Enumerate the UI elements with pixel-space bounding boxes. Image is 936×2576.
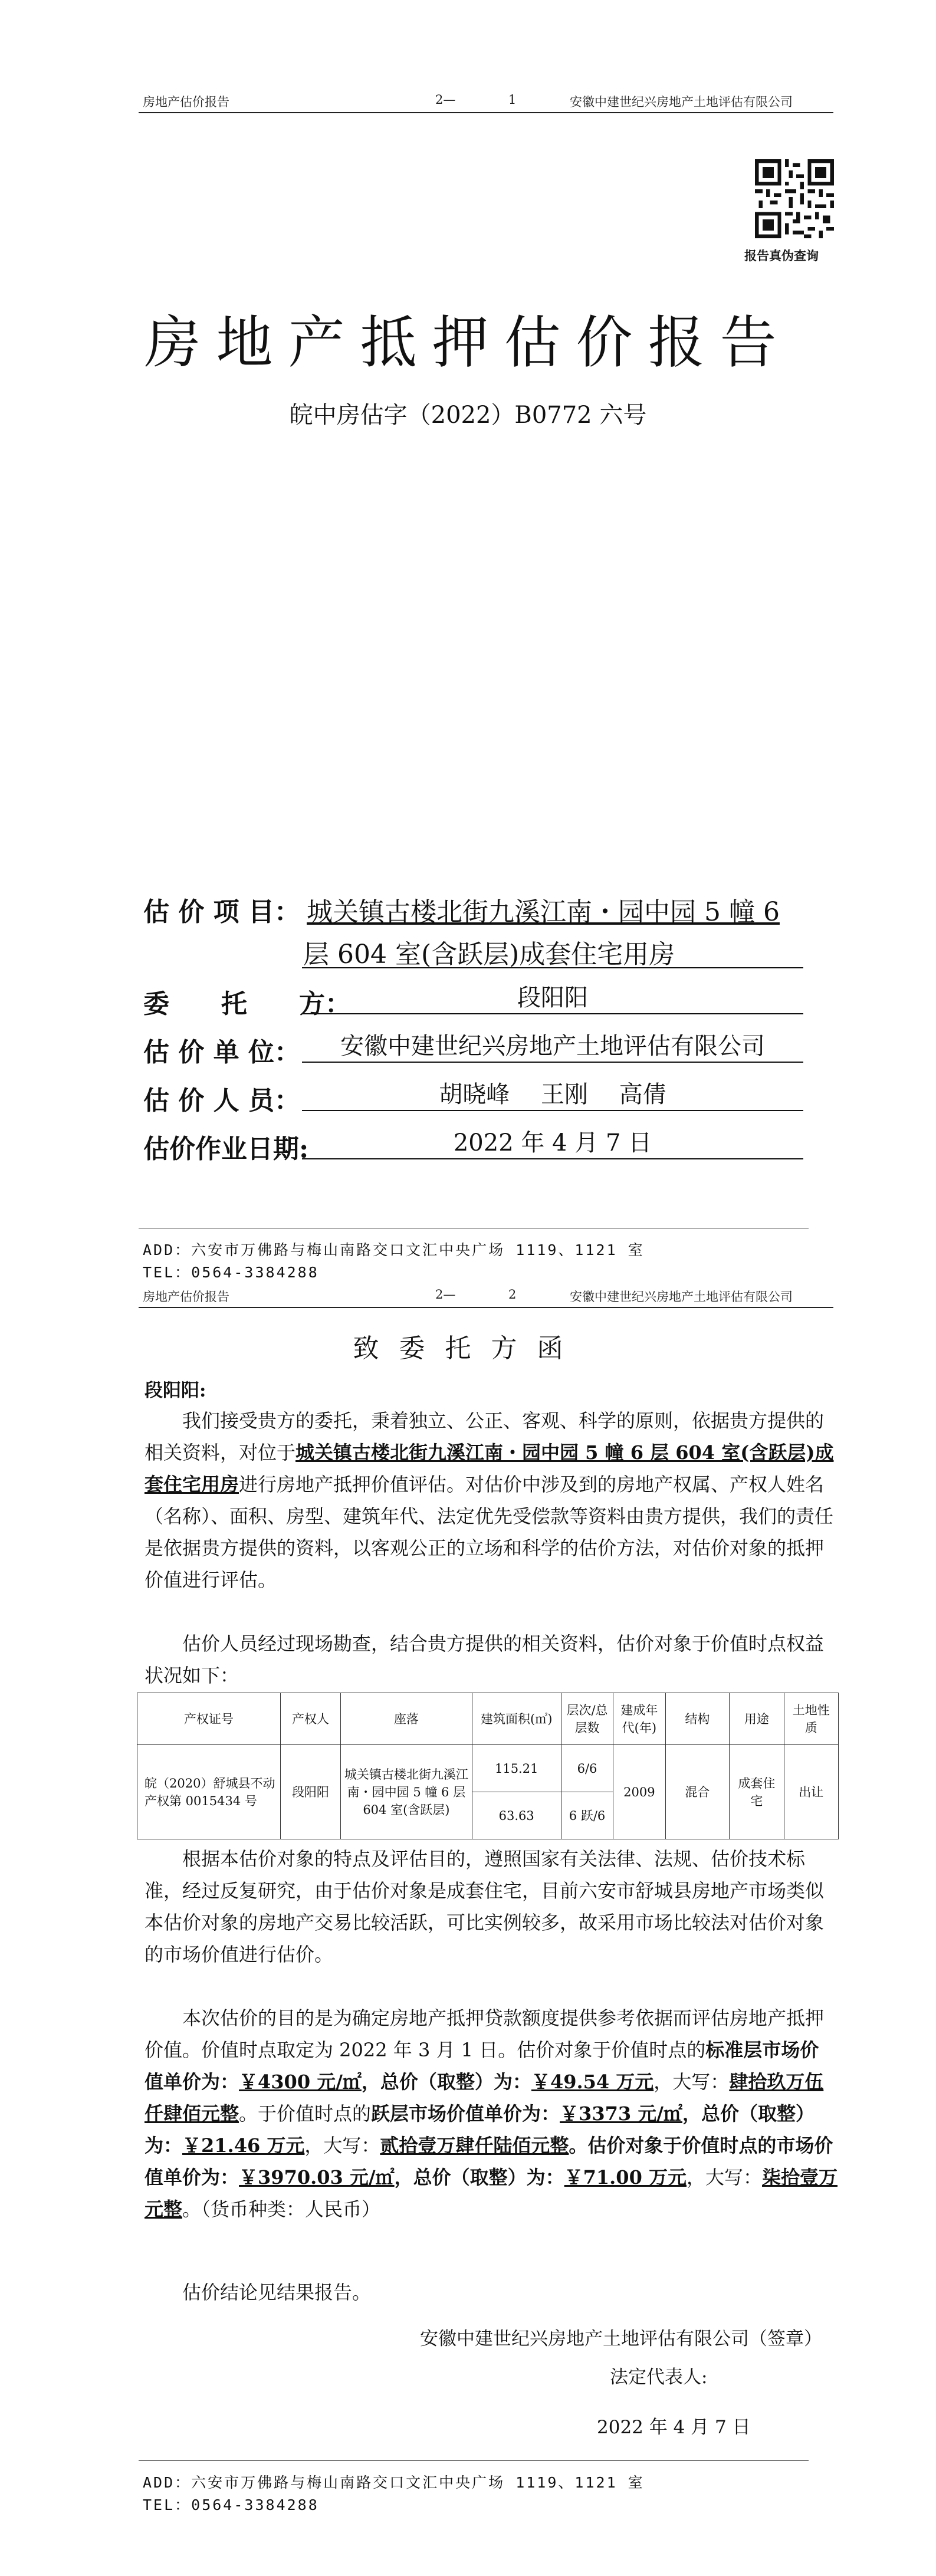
overall-total-label: ，总价（取整）为：	[394, 2166, 564, 2189]
duplex-intro: 。于价值时点的	[239, 2102, 372, 2125]
paragraph-commission-body: 进行房地产抵押价值评估。对估价中涉及到的房地产权属、产权人姓名（名称）、面积、房型、建筑年代、法定优先受偿款等资料由贵方提供，我们的责任是依据贵方提供的资料，以客观公正的立场和科学的估价方法，对估价对象的抵押价值进行评估。	[144, 1473, 834, 1591]
overall-unit-label: 单价为：	[163, 2166, 239, 2189]
document-number: 皖中房估字（2022）B0772 六号	[289, 402, 647, 429]
overall-total-words: 柒拾壹万元整	[144, 2166, 838, 2220]
duplex-total-label: ，总价（取整）为：	[144, 2102, 815, 2157]
standard-total-words: 肆拾玖万伍仟肆佰元整	[144, 2071, 824, 2125]
letter-title: 致委托方函	[353, 1333, 583, 1363]
paragraph-site-survey: 估价人员经过现场勘查，结合贵方提供的相关资料，估价对象于价值时点权益状况如下：	[144, 1632, 825, 1687]
table-cell-structure: 混合	[665, 1745, 730, 1839]
header-report-name: 房地产估价报告	[143, 95, 229, 109]
table-cell-area-1: 115.21	[472, 1745, 561, 1792]
work-date-value: 2022 年 4 月 7 日	[302, 1128, 803, 1159]
paragraph-method: 根据本估价对象的特点及评估目的，遵照国家有关法律、法规、估价技术标准，经过反复研究，由于估价对象是成套住宅，目前六安市舒城县房地产市场类似本估价对象的房地产交易比较活跃，可比实例较多，故采用市场比较法对估价对象的市场价值进行估价。	[144, 1848, 825, 1966]
overall-words-label: ，大写：	[686, 2166, 762, 2189]
header-report-name: 房地产估价报告	[143, 1290, 229, 1304]
paragraph-valuation	[144, 2002, 838, 2225]
duplex-unit-label: 跃层市场价值单价为：	[371, 2102, 560, 2125]
qr-code-icon[interactable]	[755, 159, 834, 238]
overall-intro: 。估价对象于价值时点的市场价值	[144, 2134, 833, 2189]
table-cell-location: 城关镇古楼北街九溪江南・园中园 5 幢 6 层 604 室(含跃层)	[341, 1745, 472, 1839]
currency-note: 。（货币种类：人民币）	[182, 2198, 381, 2220]
work-date-label: 估价作业日期:	[143, 1134, 309, 1164]
table-header-land: 土地性质	[784, 1693, 838, 1745]
signature-company: 安徽中建世纪兴房地产土地评估有限公司（签章）	[420, 2328, 822, 2350]
header-company: 安徽中建世纪兴房地产土地评估有限公司	[570, 95, 793, 109]
table-header-cert: 产权证号	[137, 1693, 281, 1745]
project-line-2-underline	[302, 933, 803, 968]
paragraph-commission	[144, 1405, 838, 1596]
report-title: 房地产抵押估价报告	[144, 310, 792, 376]
standard-total-price: ￥49.54 万元	[531, 2071, 654, 2093]
appraisal-unit-label: 估 价 单 位：	[143, 1037, 300, 1067]
table-cell-land: 出让	[784, 1745, 838, 1839]
standard-unit-price: ￥4300 元/㎡	[239, 2071, 362, 2093]
table-header-structure: 结构	[665, 1693, 730, 1745]
standard-words-label: ，大写：	[653, 2071, 730, 2093]
salutation: 段阳阳:	[144, 1380, 206, 1401]
footer-tel: TEL：0564-3384288	[143, 2496, 319, 2513]
duplex-unit-price: ￥3373 元/㎡	[560, 2102, 682, 2125]
table-header-usage: 用途	[730, 1693, 784, 1745]
valuation-intro: 本次估价的目的是为确定房地产抵押贷款额度提供参考依据而评估房地产抵押价值。价值时点取定为 2022 年 3 月 1 日。估价对象于价值时点的	[144, 2007, 825, 2061]
overall-total-price: ￥71.00 万元	[564, 2166, 687, 2189]
table-cell-cert: 皖（2020）舒城县不动产权第 0015434 号	[137, 1745, 281, 1839]
table-cell-area-2: 63.63	[472, 1792, 561, 1839]
header-page-prefix: 2—	[435, 93, 456, 107]
client-value: 段阳阳	[302, 983, 803, 1014]
table-header-location: 座落	[341, 1693, 472, 1745]
header-page-prefix: 2—	[435, 1287, 456, 1302]
qr-caption: 报告真伪查询	[744, 248, 819, 263]
project-line-1: 城关镇古楼北街九溪江南・园中园 5 幢 6	[307, 897, 780, 927]
footer-address: ADD：六安市万佛路与梅山南路交口文汇中央广场 1119、1121 室	[143, 1241, 645, 1259]
table-header-floor: 层次/总层数	[561, 1693, 613, 1745]
table-cell-floor-1: 6/6	[561, 1745, 613, 1792]
property-address-highlight: 城关镇古楼北街九溪江南・园中园 5 幢 6 层 604 室(含跃层)成套住宅用房	[144, 1441, 834, 1496]
project-line-2: 层 604 室(含跃层)成套住宅用房	[303, 939, 675, 970]
table-cell-owner: 段阳阳	[280, 1745, 341, 1839]
appraisal-unit-value: 安徽中建世纪兴房地产土地评估有限公司	[302, 1031, 803, 1063]
header-company: 安徽中建世纪兴房地产土地评估有限公司	[570, 1290, 793, 1304]
header-divider	[139, 1307, 833, 1308]
property-rights-table	[137, 1693, 839, 1839]
table-cell-usage: 成套住宅	[730, 1745, 784, 1839]
header-page-number: 2	[508, 1287, 517, 1302]
appraisers-value: 胡晓峰 王刚 高倩	[302, 1079, 803, 1111]
footer-tel: TEL：0564-3384288	[143, 1264, 319, 1281]
header-divider	[139, 112, 833, 113]
table-header-year: 建成年代(年)	[613, 1693, 665, 1745]
client-label: 委 托 方：	[143, 989, 351, 1019]
duplex-total-price: ￥21.46 万元	[182, 2134, 305, 2157]
footer-address: ADD：六安市万佛路与梅山南路交口文汇中央广场 1119、1121 室	[143, 2474, 645, 2491]
table-cell-floor-2: 6 跃/6	[561, 1792, 613, 1839]
duplex-total-words: 贰拾壹万肆仟陆佰元整	[380, 2134, 569, 2157]
header-page-number: 1	[508, 93, 517, 107]
table-row	[137, 1745, 839, 1792]
signature-date: 2022 年 4 月 7 日	[597, 2417, 751, 2438]
paragraph-commission-intro: 我们接受贵方的委托，秉着独立、公正、客观、科学的原则，依据贵方提供的相关资料，对位于	[144, 1409, 825, 1464]
signature-representative: 法定代表人:	[610, 2367, 708, 2388]
table-header-owner: 产权人	[280, 1693, 341, 1745]
footer-divider	[139, 2460, 809, 2461]
overall-unit-price: ￥3970.03 元/㎡	[239, 2166, 395, 2189]
standard-total-label: ，总价（取整）为：	[361, 2071, 531, 2093]
project-label: 估 价 项 目：	[143, 897, 300, 927]
paragraph-conclusion: 估价结论见结果报告。	[182, 2281, 372, 2304]
standard-unit-label: 标准层市场价值单价为：	[144, 2039, 819, 2093]
appraisers-label: 估 价 人 员：	[143, 1086, 300, 1116]
duplex-words-label: ，大写：	[304, 2134, 380, 2157]
table-header-area: 建筑面积(㎡)	[472, 1693, 561, 1745]
table-cell-year: 2009	[613, 1745, 665, 1839]
